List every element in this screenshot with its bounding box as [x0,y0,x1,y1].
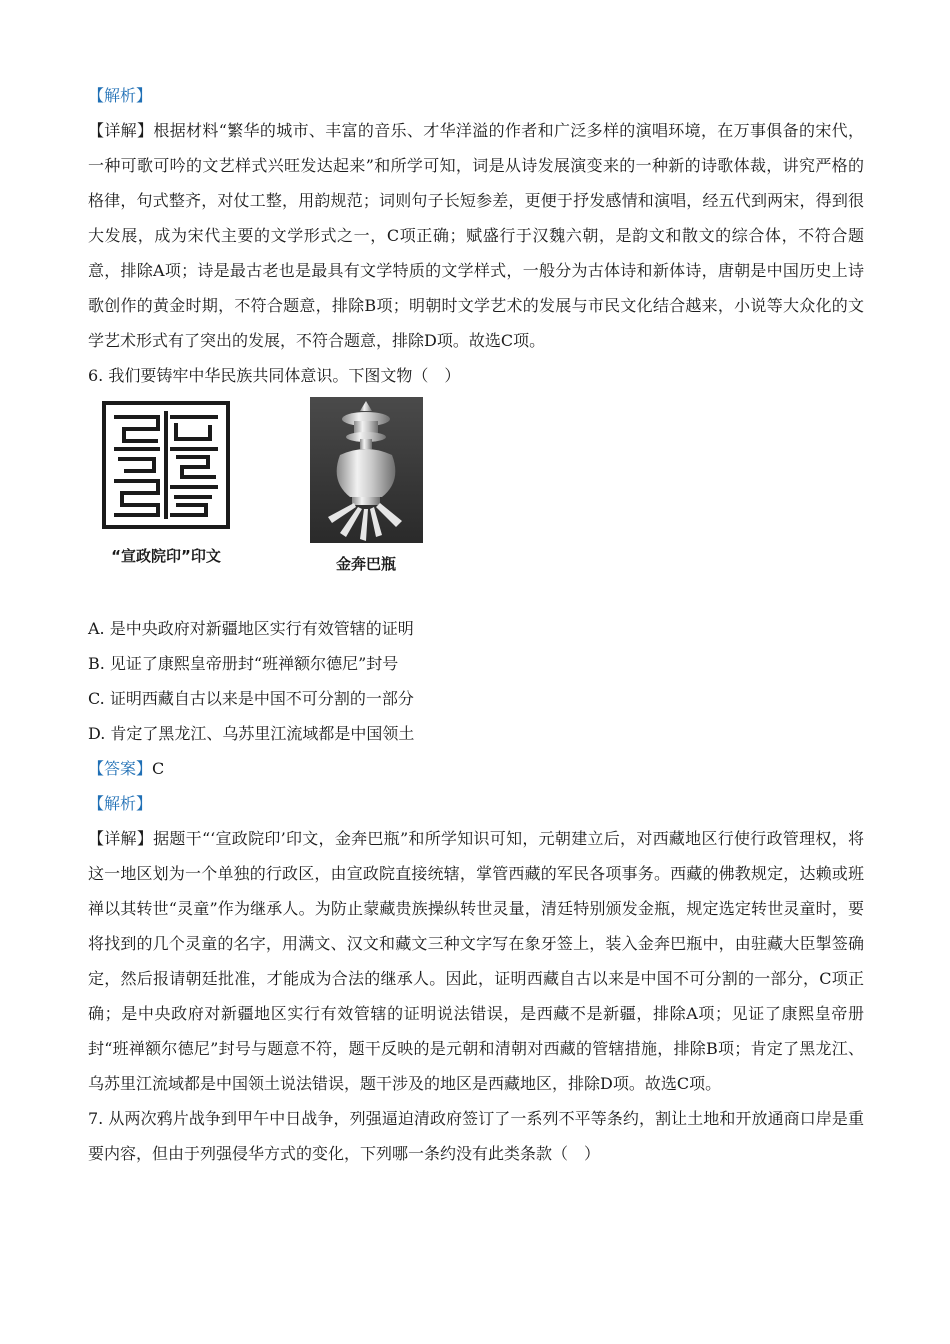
q6-detail-paragraph [88,821,864,1101]
seal-image [102,401,230,529]
q5-detail-paragraph [88,113,864,358]
q6-detail-text: 据题干“‘宣政院印’印文，金奔巴瓶”和所学知识可知，元朝建立后，对西藏地区行使行政管理权，将这一地区划为一个单独的行政区，由宣政院直接统辖，掌管西藏的军民各项事务。西藏的佛教规定，达赖或班禅以其转世“灵童”作为继承人。为防止蒙藏贵族操纵转世灵量，清廷特别颁发金瓶，规定选定转世灵童时，要将找到的几个灵童的名字，用满文、汉文和藏文三种文字写在象牙签上，装入金奔巴瓶中，由驻藏大臣掣签确定，然后报请朝廷批准，才能成为合法的继承人。因此，证明西藏自古以来是中国不可分割的一部分，C项正确；是中央政府对新疆地区实行有效管辖的证明说法错误，是西藏不是新疆，排除A项；见证了康熙皇帝册封“班禅额尔德尼”封号与题意不符，题干反映的是元朝和清朝对西藏的管辖措施，排除B项；肯定了黑龙江、乌苏里江流域都是中国领土说法错误，题干涉及的地区是西藏地区，排除D项。故选C项。 [88,829,864,1093]
detail-tag: 【详解】 [88,829,154,848]
figure-seal [96,397,236,566]
q6-analysis-heading [88,786,864,821]
document-page [88,78,864,1171]
option-b: B. 见证了康熙皇帝册封“班禅额尔德尼”封号 [88,654,399,673]
golden-urn-icon [310,397,423,543]
option-c: C. 证明西藏自古以来是中国不可分割的一部分 [88,689,414,708]
q6-stem: 6. 我们要铸牢中华民族共同体意识。下图文物（ ） [88,366,461,385]
q6-figures [88,397,864,597]
q7-stem: 7. 从两次鸦片战争到甲午中日战争，列强逼迫清政府签订了一系列不平等条约，割让土地和开放通商口岸是重要内容，但由于列强侵华方式的变化，下列哪一条约没有此类条款（ ） [88,1109,864,1163]
figure-vase [306,397,426,574]
vase-caption: 金奔巴瓶 [335,555,396,573]
detail-tag: 【详解】 [88,121,154,140]
vase-image [310,397,423,543]
seal-glyph-icon [106,405,226,525]
q5-analysis-heading [88,78,864,113]
analysis-tag: 【解析】 [88,86,153,105]
analysis-tag: 【解析】 [88,794,153,813]
answer-tag: 【答案】 [88,759,153,778]
option-a: A. 是中央政府对新疆地区实行有效管辖的证明 [88,619,414,638]
q6-answer [88,751,864,786]
answer-value: C [152,759,165,778]
q5-detail-text: 根据材料“繁华的城市、丰富的音乐、才华洋溢的作者和广泛多样的演唱环境，在万事俱备的宋代，一种可歌可吟的文艺样式兴旺发达起来”和所学可知，词是从诗发展演变来的一种新的诗歌体裁，讲究严格的格律，句式整齐，对仗工整，用韵规范；词则句子长短参差，更便于抒发感情和演唱，经五代到两宋，得到很大发展，成为宋代主要的文学形式之一，C项正确；赋盛行于汉魏六朝，是韵文和散文的综合体，不符合题意，排除A项；诗是最古老也是最具有文学特质的文学样式，一般分为古体诗和新体诗，唐朝是中国历史上诗歌创作的黄金时期，不符合题意，排除B项；明朝时文学艺术的发展与市民文化结合越来，小说等大众化的文学艺术形式有了突出的发展，不符合题意，排除D项。故选C项。 [88,121,864,350]
seal-caption: “宣政院印”印文 [111,547,221,565]
option-d: D. 肯定了黑龙江、乌苏里江流域都是中国领土 [88,724,415,743]
